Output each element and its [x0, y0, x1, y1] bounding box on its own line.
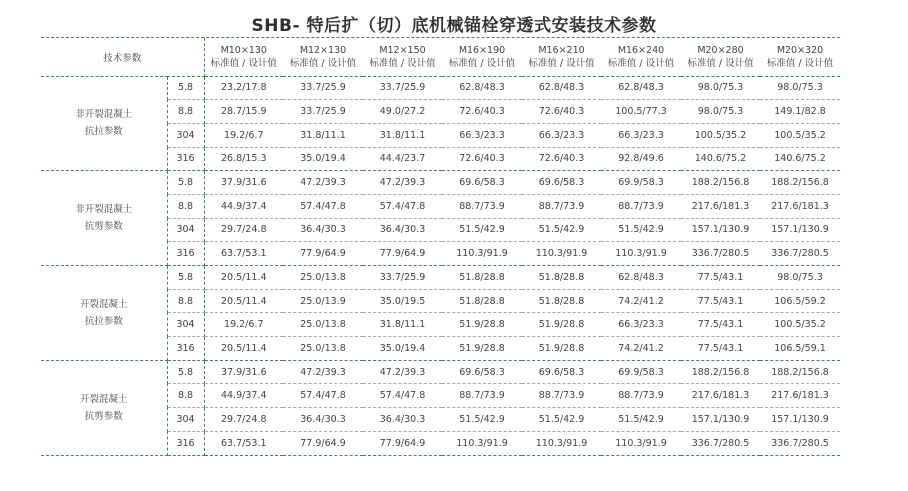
value-cell: 69.9/58.3 [601, 171, 681, 195]
value-cell: 51.5/42.9 [601, 408, 681, 432]
value-cell: 19.2/6.7 [204, 123, 283, 147]
column-unit: 标准值 / 设计值 [766, 57, 834, 69]
value-cell: 217.6/181.3 [760, 194, 840, 218]
column-header [760, 38, 840, 76]
grade-cell: 304 [167, 408, 204, 432]
column-spec: M12×130 [299, 44, 347, 56]
group-label [41, 360, 167, 455]
value-cell: 44.9/37.4 [204, 384, 283, 408]
value-cell: 33.7/25.9 [363, 76, 442, 100]
value-cell: 29.7/24.8 [204, 218, 283, 242]
value-cell: 44.9/37.4 [204, 194, 283, 218]
grade-cell: 8.8 [167, 194, 204, 218]
value-cell: 47.2/39.3 [363, 171, 442, 195]
value-cell: 47.2/39.3 [283, 360, 363, 384]
column-spec: M20×320 [776, 44, 824, 56]
grade-cell: 8.8 [167, 384, 204, 408]
value-cell: 72.6/40.3 [442, 147, 522, 171]
value-cell: 57.4/47.8 [363, 194, 442, 218]
value-cell: 66.3/23.3 [442, 123, 522, 147]
value-cell: 36.4/30.3 [283, 218, 363, 242]
value-cell: 69.6/58.3 [442, 360, 522, 384]
value-cell: 88.7/73.9 [601, 194, 681, 218]
value-cell: 157.1/130.9 [760, 218, 840, 242]
grade-cell: 304 [167, 123, 204, 147]
value-cell: 19.2/6.7 [204, 313, 283, 337]
value-cell: 33.7/25.9 [283, 76, 363, 100]
value-cell: 100.5/35.2 [760, 123, 840, 147]
value-cell: 51.5/42.9 [522, 218, 601, 242]
value-cell: 100.5/77.3 [601, 100, 681, 124]
value-cell: 336.7/280.5 [681, 242, 760, 266]
column-header [363, 38, 442, 76]
value-cell: 25.0/13.8 [283, 266, 363, 290]
value-cell: 25.0/13.8 [283, 337, 363, 361]
value-cell: 44.4/23.7 [363, 147, 442, 171]
group-label-line: 抗剪参数 [84, 410, 123, 422]
value-cell: 20.5/11.4 [204, 337, 283, 361]
value-cell: 51.8/28.8 [522, 289, 601, 313]
value-cell: 23.2/17.8 [204, 76, 283, 100]
value-cell: 66.3/23.3 [522, 123, 601, 147]
value-cell: 51.5/42.9 [522, 408, 601, 432]
value-cell: 57.4/47.8 [283, 194, 363, 218]
column-unit: 标准值 / 设计值 [289, 57, 357, 69]
value-cell: 98.0/75.3 [760, 266, 840, 290]
grade-cell: 5.8 [167, 266, 204, 290]
grade-cell: 316 [167, 431, 204, 455]
grade-cell: 5.8 [167, 360, 204, 384]
grade-cell: 5.8 [167, 171, 204, 195]
column-spec: M10×130 [220, 44, 267, 56]
value-cell: 35.0/19.5 [363, 289, 442, 313]
value-cell: 188.2/156.8 [760, 171, 840, 195]
column-unit: 标准值 / 设计值 [369, 57, 436, 69]
value-cell: 106.5/59.2 [760, 289, 840, 313]
value-cell: 157.1/130.9 [760, 408, 840, 432]
value-cell: 47.2/39.3 [283, 171, 363, 195]
column-unit: 标准值 / 设计值 [528, 57, 595, 69]
grade-cell: 8.8 [167, 289, 204, 313]
value-cell: 51.9/28.8 [522, 313, 601, 337]
param-header: 技术参数 [41, 38, 204, 76]
grade-cell: 304 [167, 218, 204, 242]
value-cell: 69.6/58.3 [522, 360, 601, 384]
value-cell: 51.8/28.8 [442, 289, 522, 313]
value-cell: 66.3/23.3 [601, 123, 681, 147]
value-cell: 72.6/40.3 [442, 100, 522, 124]
value-cell: 62.8/48.3 [442, 76, 522, 100]
value-cell: 98.0/75.3 [760, 76, 840, 100]
value-cell: 69.9/58.3 [601, 360, 681, 384]
value-cell: 51.9/28.8 [522, 337, 601, 361]
value-cell: 31.8/11.1 [363, 313, 442, 337]
value-cell: 188.2/156.8 [760, 360, 840, 384]
value-cell: 57.4/47.8 [283, 384, 363, 408]
grade-cell: 316 [167, 337, 204, 361]
value-cell: 37.9/31.6 [204, 360, 283, 384]
value-cell: 28.7/15.9 [204, 100, 283, 124]
value-cell: 69.6/58.3 [522, 171, 601, 195]
value-cell: 88.7/73.9 [442, 194, 522, 218]
column-header [681, 38, 760, 76]
value-cell: 62.8/48.3 [601, 76, 681, 100]
value-cell: 217.6/181.3 [681, 194, 760, 218]
value-cell: 29.7/24.8 [204, 408, 283, 432]
group-label-line: 非开裂混凝土 [75, 204, 133, 216]
value-cell: 140.6/75.2 [760, 147, 840, 171]
grade-cell: 304 [167, 313, 204, 337]
table-row [41, 171, 840, 195]
group-label [41, 266, 167, 361]
column-header [283, 38, 363, 76]
value-cell: 217.6/181.3 [681, 384, 760, 408]
value-cell: 35.0/19.4 [283, 147, 363, 171]
group-label-line: 抗拉参数 [84, 315, 123, 327]
value-cell: 31.8/11.1 [283, 123, 363, 147]
value-cell: 77.9/64.9 [363, 242, 442, 266]
value-cell: 77.5/43.1 [681, 337, 760, 361]
value-cell: 217.6/181.3 [760, 384, 840, 408]
grade-cell: 5.8 [167, 76, 204, 100]
value-cell: 88.7/73.9 [601, 384, 681, 408]
column-header [601, 38, 681, 76]
value-cell: 74.2/41.2 [601, 337, 681, 361]
value-cell: 51.9/28.8 [442, 313, 522, 337]
value-cell: 77.5/43.1 [681, 289, 760, 313]
value-cell: 57.4/47.8 [363, 384, 442, 408]
value-cell: 110.3/91.9 [442, 431, 522, 455]
group-label [41, 76, 167, 171]
value-cell: 51.5/42.9 [442, 408, 522, 432]
column-spec: M16×190 [458, 44, 506, 56]
value-cell: 110.3/91.9 [601, 431, 681, 455]
value-cell: 69.6/58.3 [442, 171, 522, 195]
group-label-line: 抗剪参数 [84, 221, 123, 233]
value-cell: 36.4/30.3 [283, 408, 363, 432]
value-cell: 100.5/35.2 [681, 123, 760, 147]
value-cell: 49.0/27.2 [363, 100, 442, 124]
value-cell: 336.7/280.5 [760, 242, 840, 266]
value-cell: 62.8/48.3 [601, 266, 681, 290]
table-row [41, 76, 840, 100]
value-cell: 36.4/30.3 [363, 408, 442, 432]
column-unit: 标准值 / 设计值 [607, 57, 675, 69]
column-header [442, 38, 522, 76]
grade-cell: 8.8 [167, 100, 204, 124]
value-cell: 33.7/25.9 [283, 100, 363, 124]
value-cell: 188.2/156.8 [681, 171, 760, 195]
value-cell: 77.9/64.9 [283, 431, 363, 455]
value-cell: 33.7/25.9 [363, 266, 442, 290]
value-cell: 157.1/130.9 [681, 218, 760, 242]
value-cell: 188.2/156.8 [681, 360, 760, 384]
value-cell: 51.5/42.9 [442, 218, 522, 242]
value-cell: 110.3/91.9 [522, 431, 601, 455]
value-cell: 35.0/19.4 [363, 337, 442, 361]
group-label [41, 171, 167, 266]
value-cell: 37.9/31.6 [204, 171, 283, 195]
column-unit: 标准值 / 设计值 [210, 57, 277, 69]
grade-cell: 316 [167, 147, 204, 171]
value-cell: 149.1/82.8 [760, 100, 840, 124]
column-header [204, 38, 283, 76]
value-cell: 98.0/75.3 [681, 100, 760, 124]
value-cell: 106.5/59.1 [760, 337, 840, 361]
value-cell: 72.6/40.3 [522, 100, 601, 124]
group-label-line: 抗拉参数 [84, 126, 123, 138]
value-cell: 51.8/28.8 [442, 266, 522, 290]
value-cell: 74.2/41.2 [601, 289, 681, 313]
value-cell: 88.7/73.9 [442, 384, 522, 408]
value-cell: 336.7/280.5 [760, 431, 840, 455]
column-spec: M12×150 [379, 44, 426, 56]
value-cell: 31.8/11.1 [363, 123, 442, 147]
value-cell: 25.0/13.8 [283, 313, 363, 337]
value-cell: 51.8/28.8 [522, 266, 601, 290]
group-label-line: 非开裂混凝土 [75, 109, 133, 121]
column-spec: M16×210 [538, 44, 585, 56]
value-cell: 77.9/64.9 [283, 242, 363, 266]
spec-table [41, 38, 840, 456]
value-cell: 20.5/11.4 [204, 289, 283, 313]
value-cell: 36.4/30.3 [363, 218, 442, 242]
value-cell: 77.5/43.1 [681, 266, 760, 290]
value-cell: 66.3/23.3 [601, 313, 681, 337]
value-cell: 140.6/75.2 [681, 147, 760, 171]
value-cell: 77.9/64.9 [363, 431, 442, 455]
column-header [522, 38, 601, 76]
header-row [41, 38, 840, 76]
value-cell: 110.3/91.9 [442, 242, 522, 266]
value-cell: 157.1/130.9 [681, 408, 760, 432]
value-cell: 51.9/28.8 [442, 337, 522, 361]
value-cell: 47.2/39.3 [363, 360, 442, 384]
value-cell: 62.8/48.3 [522, 76, 601, 100]
value-cell: 336.7/280.5 [681, 431, 760, 455]
value-cell: 51.5/42.9 [601, 218, 681, 242]
value-cell: 110.3/91.9 [522, 242, 601, 266]
value-cell: 72.6/40.3 [522, 147, 601, 171]
column-unit: 标准值 / 设计值 [687, 57, 754, 69]
column-spec: M20×280 [697, 44, 744, 56]
group-label-line: 开裂混凝土 [79, 298, 128, 310]
value-cell: 92.8/49.6 [601, 147, 681, 171]
value-cell: 98.0/75.3 [681, 76, 760, 100]
value-cell: 26.8/15.3 [204, 147, 283, 171]
grade-cell: 316 [167, 242, 204, 266]
table-body [41, 76, 840, 455]
table-row [41, 360, 840, 384]
column-unit: 标准值 / 设计值 [448, 57, 516, 69]
value-cell: 88.7/73.9 [522, 194, 601, 218]
column-spec: M16×240 [617, 44, 665, 56]
value-cell: 100.5/35.2 [760, 313, 840, 337]
value-cell: 20.5/11.4 [204, 266, 283, 290]
value-cell: 88.7/73.9 [522, 384, 601, 408]
value-cell: 25.0/13.9 [283, 289, 363, 313]
value-cell: 63.7/53.1 [204, 431, 283, 455]
value-cell: 110.3/91.9 [601, 242, 681, 266]
group-label-line: 开裂混凝土 [79, 393, 128, 405]
page-title: SHB- 特后扩（切）底机械锚栓穿透式安装技术参数 [251, 16, 657, 36]
table-row [41, 266, 840, 290]
value-cell: 77.5/43.1 [681, 313, 760, 337]
value-cell: 63.7/53.1 [204, 242, 283, 266]
